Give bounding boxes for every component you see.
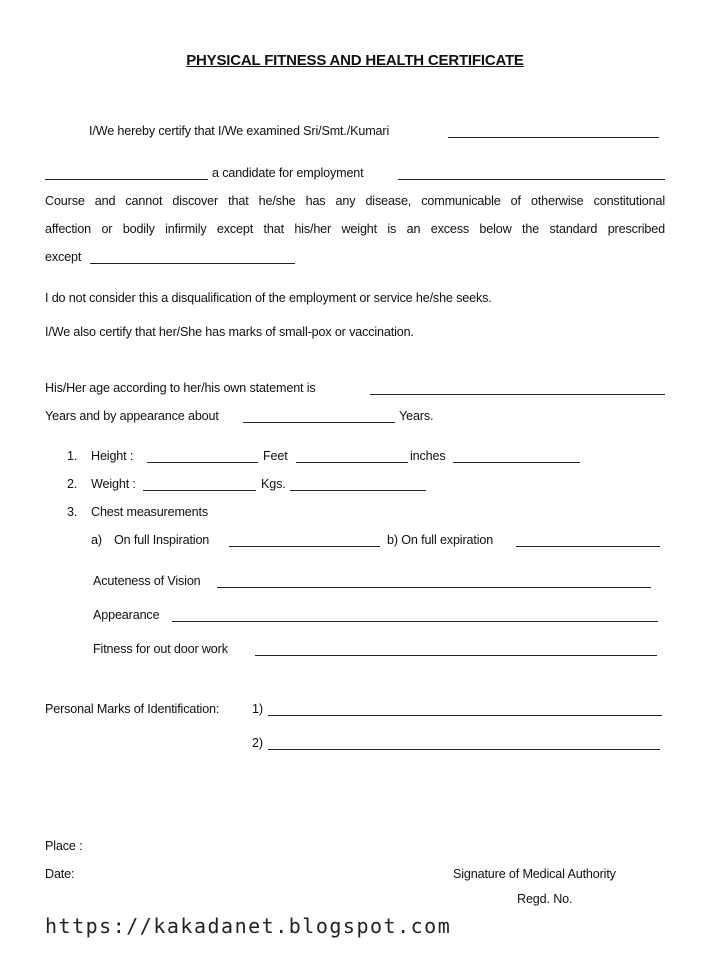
feet-label: Feet	[263, 449, 288, 463]
vaccination-statement: I/We also certify that her/She has marks of small-pox or vaccination.	[45, 325, 414, 339]
regd-no-label: Regd. No.	[517, 892, 573, 906]
age-statement-blank[interactable]	[370, 394, 665, 395]
age-label: His/Her age according to her/his own statement is	[45, 381, 316, 395]
inspiration-blank[interactable]	[229, 546, 380, 547]
vision-label: Acuteness of Vision	[93, 574, 201, 588]
identification-number: 2)	[252, 736, 263, 750]
candidate-name-cont-blank[interactable]	[45, 179, 208, 180]
except-blank[interactable]	[90, 263, 295, 264]
appearance-age-label: Years and by appearance about	[45, 409, 219, 423]
fitness-label: Fitness for out door work	[93, 642, 228, 656]
place-label: Place :	[45, 839, 83, 853]
signature-label: Signature of Medical Authority	[453, 867, 616, 881]
page-title: PHYSICAL FITNESS AND HEALTH CERTIFICATE	[186, 52, 524, 69]
kgs-blank[interactable]	[290, 490, 426, 491]
inches-blank[interactable]	[453, 462, 580, 463]
expiration-blank[interactable]	[516, 546, 660, 547]
inspiration-label: On full Inspiration	[114, 533, 210, 547]
vision-blank[interactable]	[217, 587, 651, 588]
item-number: 1.	[67, 449, 78, 463]
kgs-label: Kgs.	[261, 477, 286, 491]
body-line: affection or bodily infirmily except that his/her weight is an excess below the standard prescribed	[45, 222, 665, 236]
weight-label: Weight :	[91, 477, 136, 491]
item-number: 3.	[67, 505, 78, 519]
height-label: Height :	[91, 449, 134, 463]
identification-label: Personal Marks of Identification:	[45, 702, 220, 716]
feet-blank[interactable]	[296, 462, 408, 463]
candidate-name-blank[interactable]	[448, 137, 659, 138]
expiration-label: b) On full expiration	[387, 533, 494, 547]
sub-item-letter: a)	[91, 533, 102, 547]
watermark-url: https://kakadanet.blogspot.com	[45, 914, 452, 938]
employment-blank[interactable]	[398, 179, 665, 180]
appearance-label: Appearance	[93, 608, 160, 622]
height-blank[interactable]	[147, 462, 258, 463]
body-line: Course and cannot discover that he/she has any disease, communicable of otherwise constitutional	[45, 194, 665, 208]
certify-text: I/We hereby certify that I/We examined Sri/Smt./Kumari	[89, 124, 390, 138]
inches-label: inches	[410, 449, 446, 463]
fitness-blank[interactable]	[255, 655, 657, 656]
candidate-text: a candidate for employment	[212, 166, 364, 180]
except-label: except	[45, 250, 82, 264]
appearance-age-blank[interactable]	[243, 422, 395, 423]
chest-label: Chest measurements	[91, 505, 208, 519]
identification-number: 1)	[252, 702, 263, 716]
years-label: Years.	[399, 409, 434, 423]
weight-blank[interactable]	[143, 490, 256, 491]
identification-mark-1-blank[interactable]	[268, 715, 662, 716]
date-label: Date:	[45, 867, 75, 881]
appearance-blank[interactable]	[172, 621, 658, 622]
item-number: 2.	[67, 477, 78, 491]
identification-mark-2-blank[interactable]	[268, 749, 660, 750]
disqualification-statement: I do not consider this a disqualification of the employment or service he/she seeks.	[45, 291, 492, 305]
